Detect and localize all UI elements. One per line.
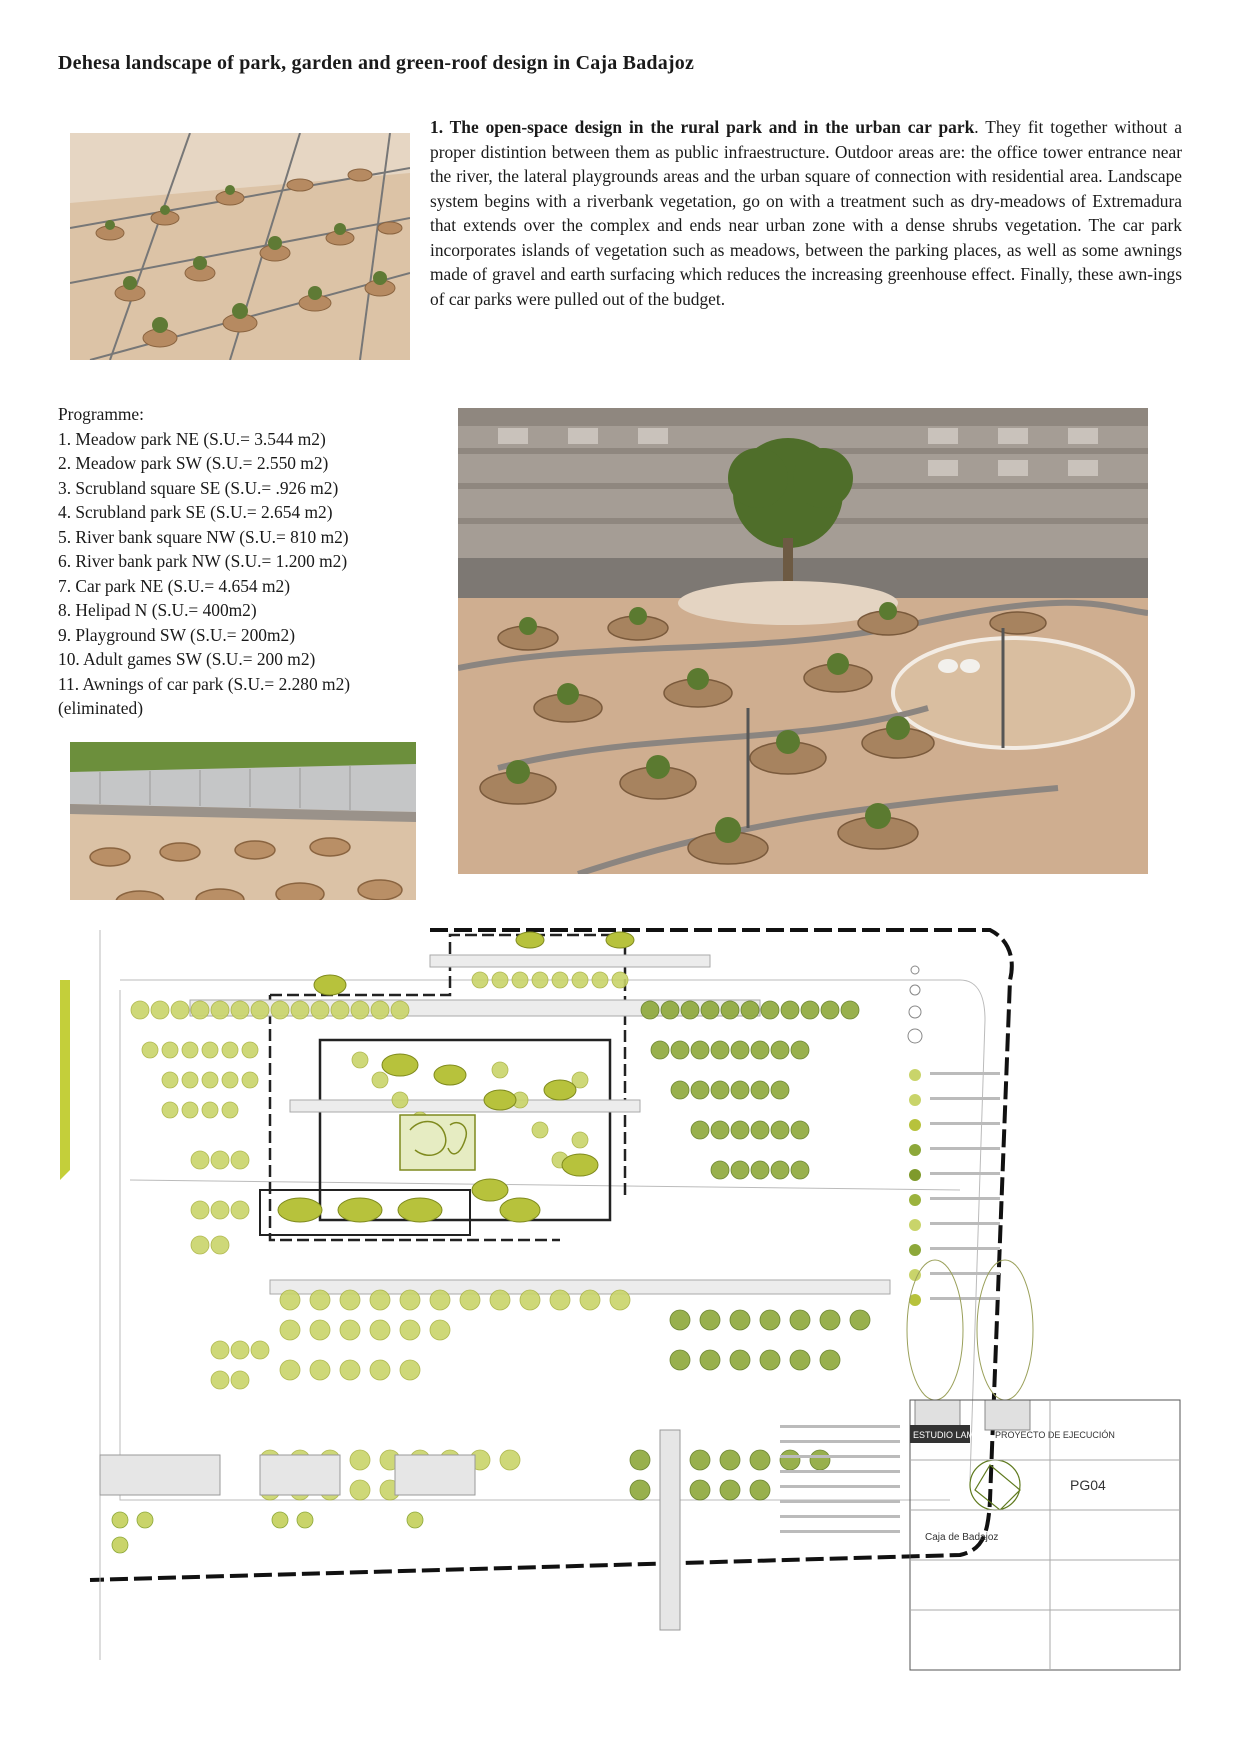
programme-list — [58, 402, 350, 721]
programme-item: 3. Scrubland square SE (S.U.= .926 m2) — [58, 477, 339, 498]
programme-item: 10. Adult games SW (S.U.= 200 m2) — [58, 649, 316, 669]
programme-item: 8. Helipad N (S.U.= 400m2) — [58, 600, 257, 620]
programme-item: 1. Meadow park NE (S.U.= 3.544 m2) — [58, 428, 326, 449]
programme-item: 7. Car park NE (S.U.= 4.654 m2) — [58, 575, 290, 596]
programme-item: (eliminated) — [58, 698, 143, 718]
programme-item: 2. Meadow park SW (S.U.= 2.550 m2) — [58, 453, 329, 473]
plan-stage-label: PROYECTO DE EJECUCIÓN — [995, 1430, 1115, 1440]
programme-item: 9. Playground SW (S.U.= 200m2) — [58, 624, 296, 645]
intro-body: . They fit together without a proper distintion between them as public infraestructure. Outdoor areas are: the office tower entrance near the river, the lateral playgrounds areas and the urban square of connection with residential area. Landscape system begins with a riverbank vegetation, go on with a treatment such as dry-meadows of Extremadura that extends over the complex and ends near urban zone with a dense shrubs vegetation. The car park incorporates islands of vegetation such as meadows, between the parking places, as well as some awnings made of gravel and earth surfacing which reduces the increasing greenhouse effect. Finally, these awn-ings of car parks were pulled out of the budget. — [430, 117, 1182, 309]
programme-item: 5. River bank square NW (S.U.= 810 m2) — [58, 526, 349, 547]
photo-car-park — [458, 408, 1148, 874]
intro-heading: 1. The open-space design in the rural park and in the urban car park — [430, 117, 975, 137]
plan-client-label: Caja de Badajoz — [925, 1532, 999, 1543]
programme-heading: Programme: — [58, 404, 144, 424]
plan-studio-label: ESTUDIO LAMELA — [913, 1430, 992, 1440]
plan-sheet-number: PG04 — [1070, 1477, 1106, 1493]
photo-park-aerial — [70, 133, 410, 360]
programme-item: 11. Awnings of car park (S.U.= 2.280 m2) — [58, 673, 351, 694]
programme-item: 6. River bank park NW (S.U.= 1.200 m2) — [58, 551, 348, 571]
intro-paragraph — [430, 115, 1182, 311]
page-title: Dehesa landscape of park, garden and green-roof design in Caja Badajoz — [58, 52, 695, 74]
planting-plan — [60, 900, 1185, 1675]
programme-item: 4. Scrubland park SE (S.U.= 2.654 m2) — [58, 502, 333, 522]
